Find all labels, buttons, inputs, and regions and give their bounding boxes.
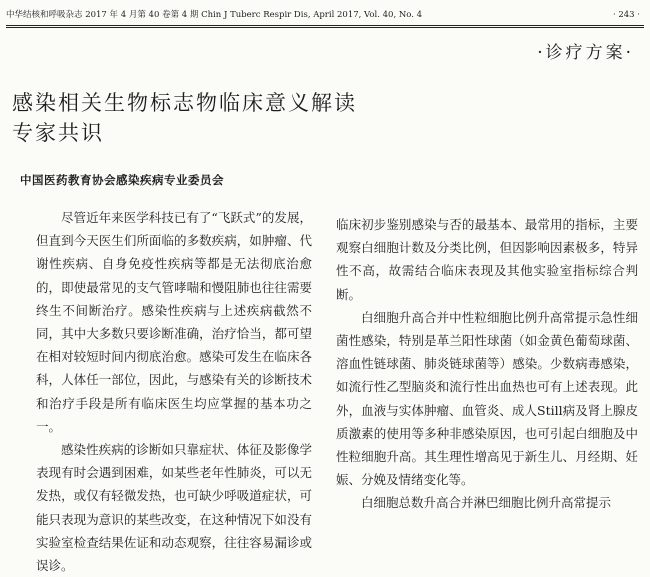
journal-citation: 中华结核和呼吸杂志 2017 年 4 月第 40 卷第 4 期 Chin J Tuberc Respir Dis, April 2017, Vol. 40, No. 4 bbox=[6, 10, 423, 20]
left-column bbox=[36, 206, 312, 577]
column-category-tag: ·诊疗方案· bbox=[537, 43, 634, 63]
paragraph: 白细胞升高合并中性粒细胞比例升高常提示急性细菌性感染，特别是革兰阳性球菌（如金黄色葡萄球菌、溶血性链球菌、肺炎链球菌等）感染。少数病毒感染，如流行性乙型脑炎和流行性出血热也可有上述表现。此外，血液与实体肿瘤、血管炎、成人Still病及肾上腺皮质激素的使用等多种非感染原因，也可引起白细胞及中性粒细胞升高。其生理性增高见于新生儿、月经期、妊娠、分娩及情绪变化等。 bbox=[336, 309, 638, 488]
header-rule bbox=[6, 25, 644, 28]
paragraph: 感染性疾病的诊断如只靠症状、体征及影像学表现有时会遇到困难，如某些老年性肺炎，可以无发热，或仅有轻微发热，也可缺少呼吸道症状，可能只表现为意识的某些改变，在这种情况下如没有实验室检查结果佐证和动态观察，往往容易漏诊或误诊。 bbox=[36, 442, 312, 574]
article-title bbox=[12, 88, 472, 148]
paragraph: 尽管近年来医学科技已有了“飞跃式”的发展，但直到今天医生们所面临的多数疾病，如肿瘤、代谢性疾病、自身免疫性疾病等都是无法彻底治愈的，即使最常见的支气管哮喘和慢阻肺也往往需要终生不间断治疗。感染性疾病与上述疾病截然不同，其中大多数只要诊断准确，治疗恰当，都可望在相对较短时间内彻底治愈。感染可发生在临床各科，人体任一部位，因此，与感染有关的诊断技术和治疗手段是所有临床医生均应掌握的基本功之一。 bbox=[36, 210, 312, 434]
author-organization: 中国医药教育协会感染疾病专业委员会 bbox=[20, 173, 224, 187]
right-column bbox=[336, 213, 638, 515]
paragraph: 临床初步鉴别感染与否的最基本、最常用的指标，主要观察白细胞计数及分类比例，但因影响因素极多，特异性不高，故需结合临床表现及其他实验室指标综合判断。 bbox=[336, 217, 638, 302]
page-number: · 243 · bbox=[612, 10, 640, 20]
paragraph: 白细胞总数升高合并淋巴细胞比例升高常提示 bbox=[361, 495, 612, 511]
title-line-2: 专家共识 bbox=[12, 121, 104, 145]
running-header bbox=[6, 6, 642, 24]
title-line-1: 感染相关生物标志物临床意义解读 bbox=[12, 91, 357, 115]
